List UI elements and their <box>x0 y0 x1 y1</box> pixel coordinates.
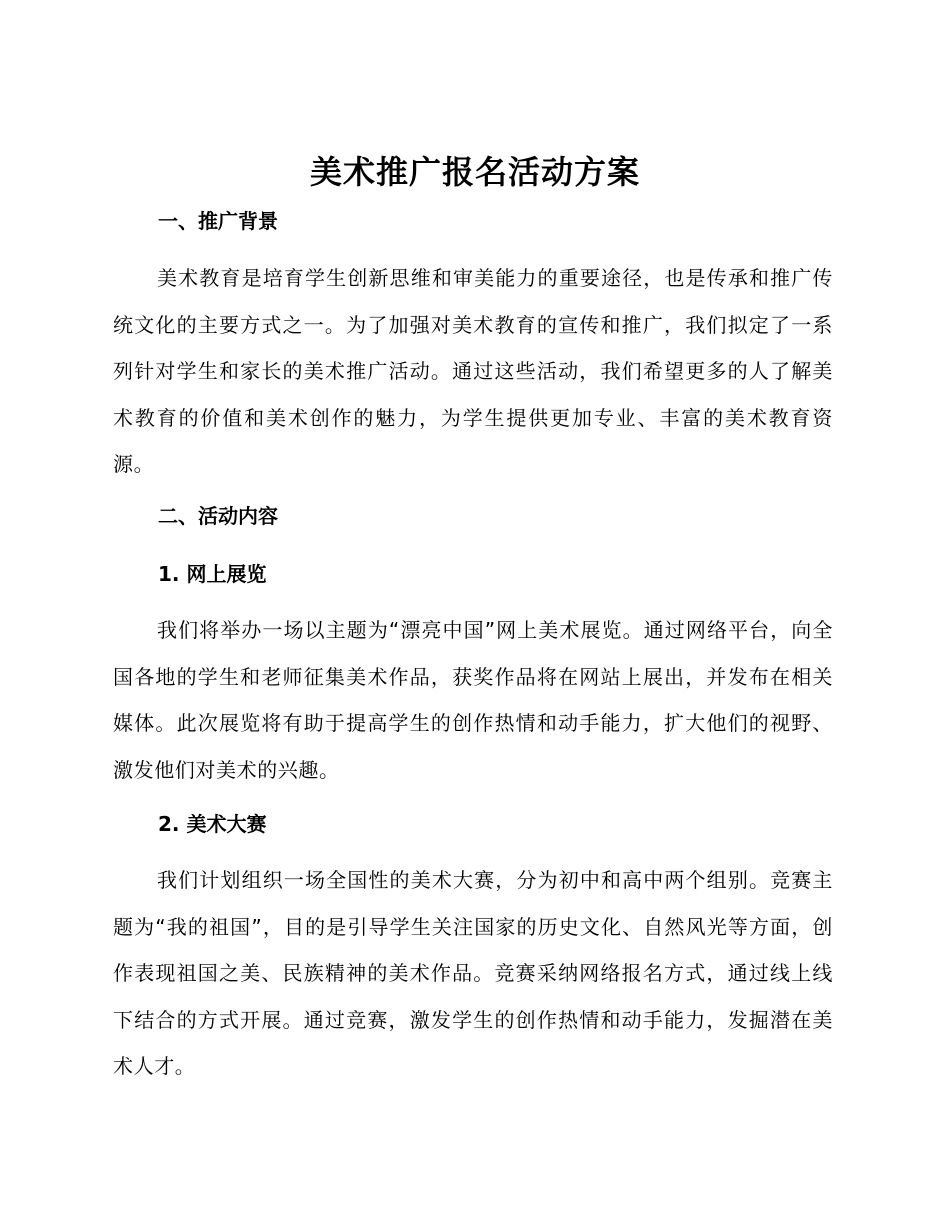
subheading-online-exhibition: 1. 网上展览 <box>158 562 267 586</box>
subheading-art-contest: 2. 美术大赛 <box>158 812 267 836</box>
section-heading-background: 一、推广背景 <box>158 209 278 233</box>
paragraph-art-contest: 我们计划组织一场全国性的美术大赛，分为初中和高中两个组别。竞赛主题为“我的祖国”，目的是引导学生关注国家的历史文化、自然风光等方面，创作表现祖国之美、民族精神的美术作品。竞赛采纳网络报名方式，通过线上线下结合的方式开展。通过竞赛，激发学生的创作热情和动手能力，发掘潜在美术人才。 <box>113 868 833 1078</box>
paragraph-background: 美术教育是培育学生创新思维和审美能力的重要途径，也是传承和推广传统文化的主要方式之一。为了加强对美术教育的宣传和推广，我们拟定了一系列针对学生和家长的美术推广活动。通过这些活动，我们希望更多的人了解美术教育的价值和美术创作的魅力，为学生提供更加专业、丰富的美术教育资源。 <box>113 266 833 476</box>
document-title: 美术推广报名活动方案 <box>309 153 640 191</box>
section-heading-content: 二、活动内容 <box>158 504 278 528</box>
paragraph-online-exhibition: 我们将举办一场以主题为“漂亮中国”网上美术展览。通过网络平台，向全国各地的学生和老师征集美术作品，获奖作品将在网站上展出，并发布在相关媒体。此次展览将有助于提高学生的创作热情和动手能力，扩大他们的视野、激发他们对美术的兴趣。 <box>113 618 833 782</box>
